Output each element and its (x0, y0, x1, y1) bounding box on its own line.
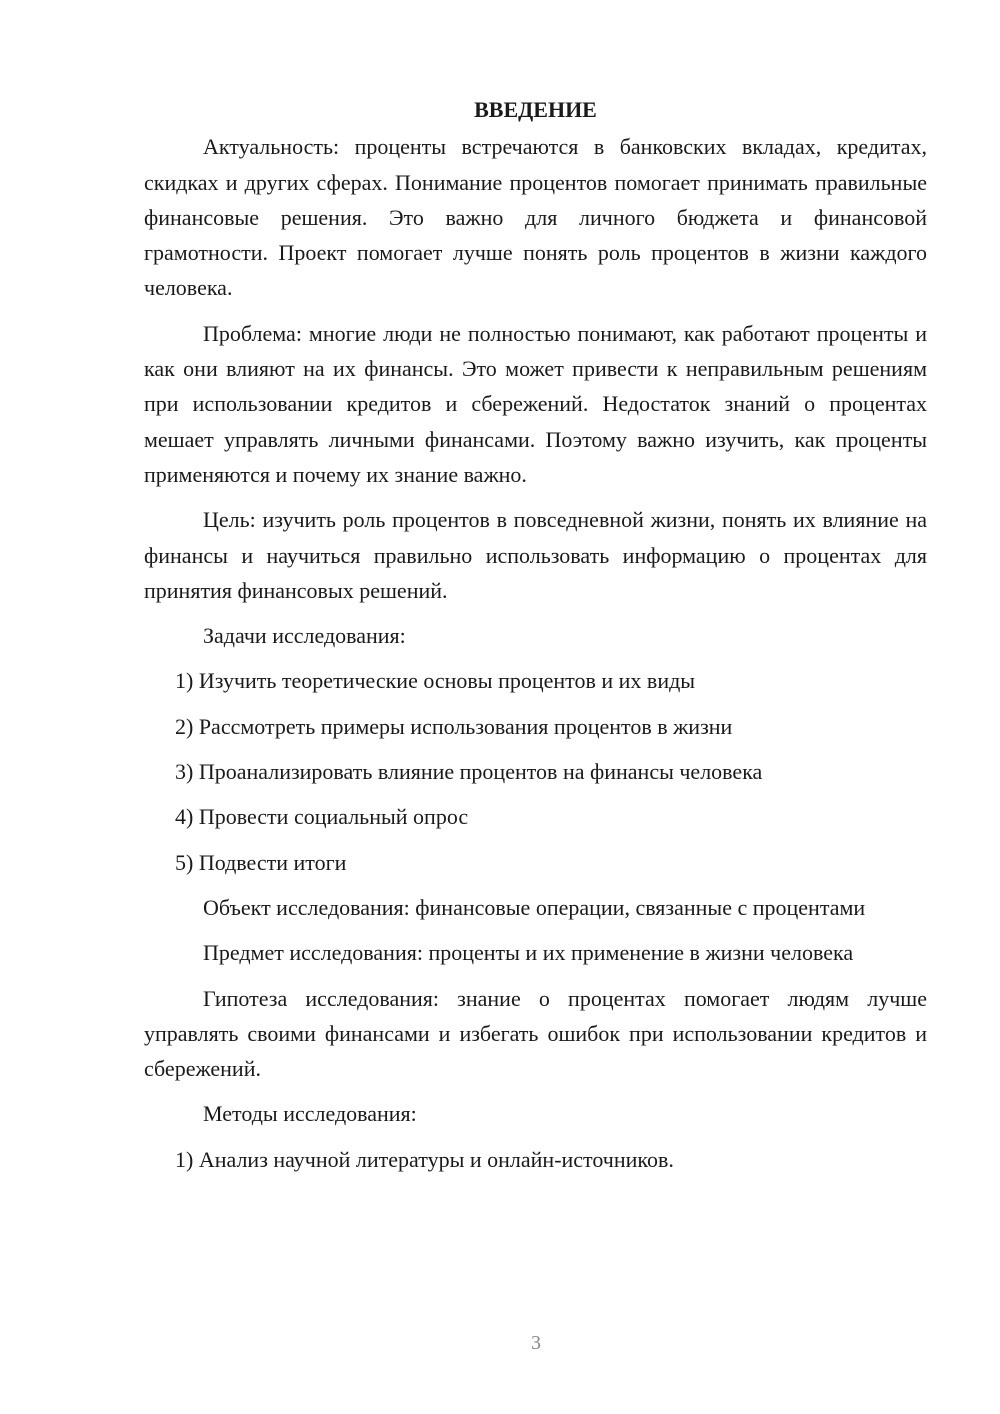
task-item: 2) Рассмотреть примеры использования процентов в жизни (175, 713, 733, 739)
task-item: 1) Изучить теоретические основы процентов и их виды (175, 668, 696, 694)
task-item: 5) Подвести итоги (175, 849, 347, 875)
tasks-title: Задачи исследования: (203, 623, 406, 649)
task-item: 3) Проанализировать влияние процентов на финансы человека (175, 759, 763, 785)
goal-paragraph: Цель: изучить роль процентов в повседневной жизни, понять их влияние на финансы и научиться правильно использовать информацию о процентах для принятия финансовых решений. (144, 507, 927, 603)
subject-paragraph: Предмет исследования: проценты и их применение в жизни человека (203, 940, 854, 966)
object-paragraph: Объект исследования: финансовые операции, связанные с процентами (203, 894, 866, 920)
methods-title: Методы исследования: (203, 1101, 417, 1127)
page-content (144, 92, 927, 1187)
hypothesis-paragraph: Гипотеза исследования: знание о процентах помогает людям лучше управлять своими финансами и избегать ошибок при использовании кредитов и сбережений. (144, 985, 927, 1082)
problem-paragraph: Проблема: многие люди не полностью понимают, как работают проценты и как они влияют на их финансы. Это может привести к неправильным решениям при использовании кредитов и сбережений. Недостаток знаний о процентах мешает управлять личными финансами. Поэтому важно изучить, как проценты применяются и почему их знание важно. (144, 320, 927, 487)
relevance-paragraph: Актуальность: проценты встречаются в банковских вкладах, кредитах, скидках и других сферах. Понимание процентов помогает принимать правильные финансовые решения. Это важно для личного бюджета и финансовой грамотности. Проект помогает лучше понять роль процентов в жизни каждого человека. (144, 134, 927, 301)
method-item: 1) Анализ научной литературы и онлайн-источников. (175, 1146, 674, 1172)
section-heading: ВВЕДЕНИЕ (474, 97, 597, 122)
task-item: 4) Провести социальный опрос (175, 804, 469, 830)
page-number: 3 (531, 1332, 541, 1354)
